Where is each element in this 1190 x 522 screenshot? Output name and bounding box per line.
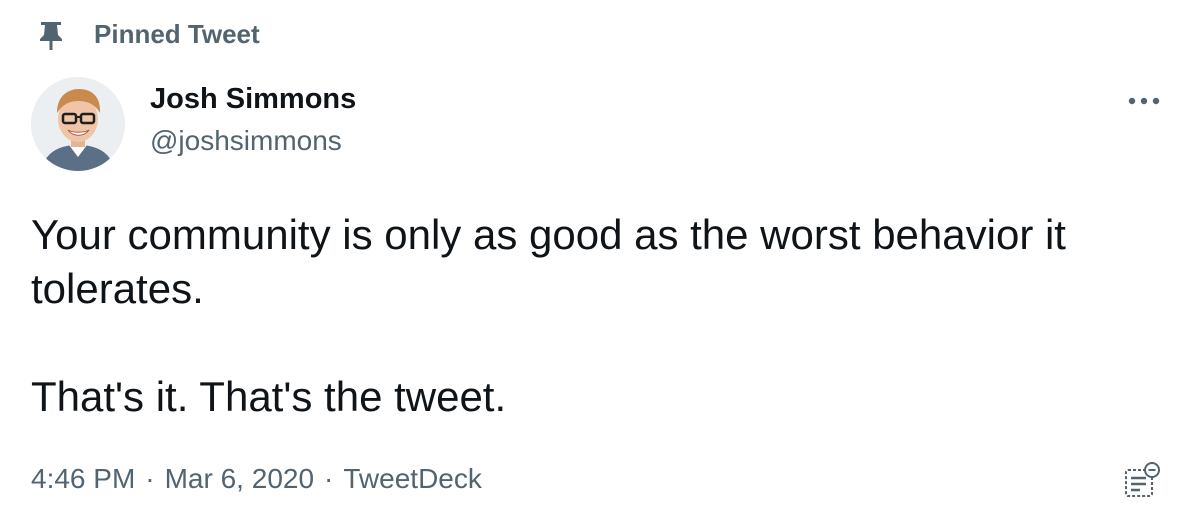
tweet-text (31, 208, 1161, 424)
more-horizontal-icon (1127, 96, 1161, 106)
meta-separator: · (145, 463, 155, 494)
tweet-meta (31, 463, 482, 495)
tweet-source-link[interactable]: TweetDeck (343, 463, 482, 494)
view-tweet-activity-icon[interactable] (1122, 460, 1162, 500)
tweet-paragraph: That's it. That's the tweet. (31, 373, 507, 420)
avatar[interactable] (31, 77, 125, 171)
tweet-paragraph: Your community is only as good as the worst behavior it tolerates. (31, 211, 1066, 312)
more-options-button[interactable] (1122, 86, 1166, 116)
pin-icon (34, 17, 68, 51)
tweet-time[interactable]: 4:46 PM (31, 463, 136, 494)
pinned-tweet-label: Pinned Tweet (94, 18, 260, 49)
tweet-date[interactable]: Mar 6, 2020 (164, 463, 315, 494)
pinned-tweet-indicator (34, 16, 260, 52)
author-name[interactable]: Josh Simmons (150, 83, 357, 115)
meta-separator: · (324, 463, 334, 494)
author-handle[interactable]: @joshsimmons (150, 125, 342, 156)
